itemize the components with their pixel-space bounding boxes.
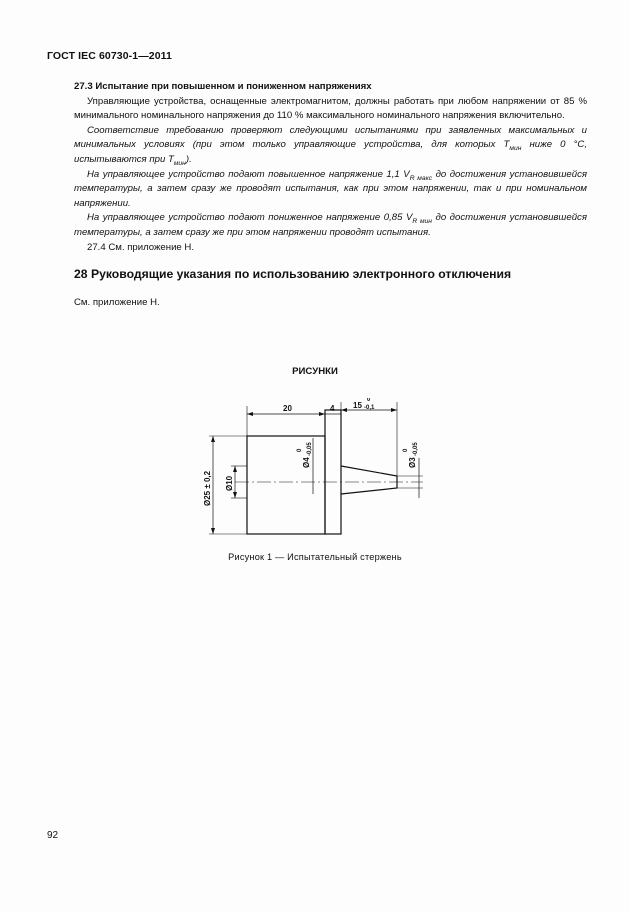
rod-tip <box>341 466 397 494</box>
dim-d25: Ø25 ± 0,2 <box>203 470 212 506</box>
dim-15: 15 <box>353 401 362 410</box>
section-27-3-para-4: На управляющее устройство подают пониженное напряжение 0,85 $V_{R мин}$ до достижения установившейся температуры, а затем сразу же при этом напряжении проводят испытания. <box>74 212 587 238</box>
dim-d10: Ø10 <box>225 475 234 491</box>
page-number: 92 <box>47 830 59 841</box>
dim-d4: Ø4 <box>302 457 311 468</box>
section-28-title: 28 Руководящие указания по использованию электронного отключения <box>74 267 512 281</box>
dim-15-lower: -0,1 <box>364 405 375 411</box>
dim-d4-upper: 0 <box>297 448 303 452</box>
test-rod-drawing <box>195 398 435 538</box>
dim-4: 4 <box>330 404 335 413</box>
section-27-3-para-2: Соответствие требованию проверяют следующими испытаниями при заявленных максимальных и минимальных условиях (при этом только управляющие устройства, для которых $T_{мин}$ ниже 0 °C, испытываются при $T_{мин}$). <box>74 124 587 167</box>
section-27-3 <box>74 80 587 255</box>
figures-heading: РИСУНКИ <box>292 366 338 377</box>
dim-d3: Ø3 <box>408 457 417 468</box>
section-28-text: См. приложение Н. <box>74 297 160 308</box>
section-27-3-para-3: На управляющее устройство подают повышенное напряжение 1,1 $V_{R макс}$ до достижения установившейся температуры, а затем сразу же проводят испытания, как при этом напряжении, так и при номинальном напряжении. <box>74 168 587 209</box>
dim-d3-upper: 0 <box>403 448 409 452</box>
section-27-4: 27.4 См. приложение Н. <box>87 241 195 253</box>
document-header: ГОСТ IEC 60730-1—2011 <box>47 50 172 62</box>
section-27-3-title: 27.3 Испытание при повышенном и пониженном напряжениях <box>74 81 372 92</box>
dim-d4-lower: -0,05 <box>307 442 313 456</box>
dim-d3-lower: -0,05 <box>413 442 419 456</box>
figure-1-caption: Рисунок 1 — Испытательный стержень <box>228 552 402 562</box>
rod-collar <box>325 410 341 534</box>
dim-15-upper: 0 <box>367 398 371 403</box>
dim-20: 20 <box>283 404 292 413</box>
section-27-3-para-1: Управляющие устройства, оснащенные электромагнитом, должны работать при любом напряжении от 85 % минимального номинального напряжения до 110 % максимального номинального напряжения включительно. <box>74 95 587 122</box>
